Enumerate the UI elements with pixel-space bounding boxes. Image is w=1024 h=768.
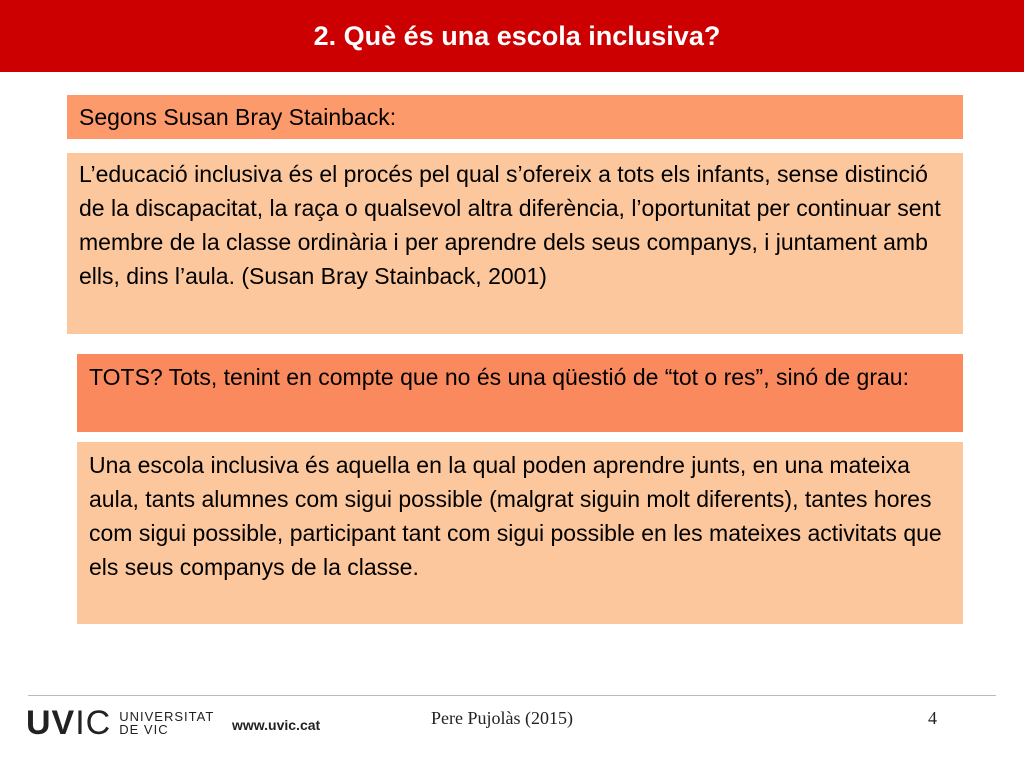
definition-text: Una escola inclusiva és aquella en la qual poden aprendre junts, en una mateixa aula, tants alumnes com sigui possible (malgrat siguin molt diferents), tantes hores com sigui possible, participant tant com sigui possible en les mateixes activitats que els seus companys de la classe.: [89, 452, 942, 580]
logo-line-1: UNIVERSITAT: [119, 709, 215, 724]
title-bar: [0, 0, 1024, 72]
uvic-logo-mark: [26, 705, 111, 741]
uvic-logo-text: [119, 710, 214, 736]
uvic-logo: [26, 705, 214, 741]
definition-box: [77, 442, 963, 624]
website-link[interactable]: www.uvic.cat: [232, 717, 321, 733]
logo-line-2: DE VIC: [119, 722, 169, 737]
heading-box-tots: [77, 354, 963, 432]
logo-mark-thin: IC: [75, 704, 112, 742]
slide-title: 2. Què és una escola inclusiva?: [313, 20, 721, 51]
footer-author: Pere Pujolàs (2015): [431, 708, 573, 728]
logo-mark-bold: UV: [26, 704, 76, 742]
quote-box: [67, 153, 963, 334]
footer-divider-right: [728, 695, 996, 696]
quote-text: L’educació inclusiva és el procés pel qual s’ofereix a tots els infants, sense distinció de la discapacitat, la raça o qualsevol altra diferència, l’oportunitat per continuar sent membre de la classe ordinària i per aprendre dels seus companys, i juntament amb ells, dins l’aula. (Susan Bray Stainback, 2001): [79, 161, 941, 289]
heading-tots-text: TOTS? Tots, tenint en compte que no és una qüestió de “tot o res”, sinó de grau:: [89, 364, 909, 390]
footer-divider-left: [28, 695, 728, 696]
heading-stainback-text: Segons Susan Bray Stainback:: [79, 104, 397, 130]
page-number: 4: [928, 708, 937, 728]
heading-box-stainback: [67, 95, 963, 139]
